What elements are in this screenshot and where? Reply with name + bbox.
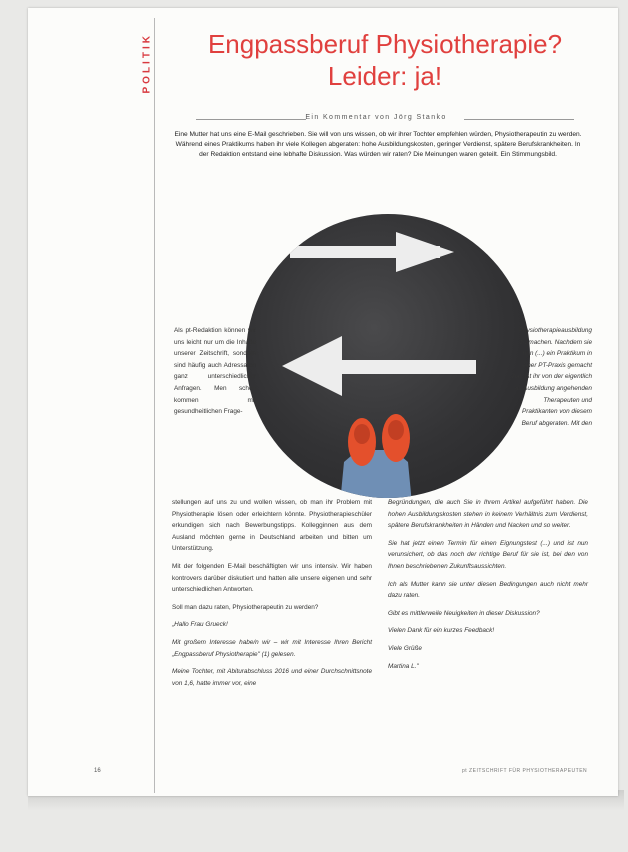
right-paragraph-7: Martina L." <box>388 662 419 670</box>
title-line-2: Leider: ja! <box>327 61 443 91</box>
article-photo <box>246 214 530 498</box>
left-paragraph-5: Mit großem Interesse habe/n wir – wir mit Interesse Ihren Bericht „Engpassberuf Physiotherapie" (1) gelesen. <box>172 638 372 658</box>
right-column-wrap: Physiotherapieausbildung zu machen. Nachdem sie nun (...) ein Praktikum in einer PT-Praxis gemacht hat, ist ihr von der eigentlich als Ausbildung angehenden Therapeuten und Praktikanten von diesem Beruf abgeraten. Mit den <box>512 327 592 427</box>
right-paragraph-4: Gibt es mittlerweile Neuigkeiten in dieser Diskussion? <box>388 609 540 617</box>
vertical-rule <box>154 18 155 793</box>
left-paragraph-4: „Hallo Frau Grueck! <box>172 621 228 629</box>
right-paragraph-1: Begründungen, die auch Sie in Ihrem Artikel aufgeführt haben. Die hohen Ausbildungskosten stehen in keinem Verhältnis zum Verdienst, spätere Berufskrankheiten in Händen und Nacken und so weiter. <box>388 499 588 530</box>
article-title <box>180 28 590 92</box>
byline-text: Ein Kommentar von Jörg Stanko <box>305 114 447 121</box>
left-column <box>172 497 372 695</box>
left-paragraph-6: Meine Tochter, mit Abiturabschluss 2016 und einer Durchschnittsnote von 1,6, hatte immer vor, eine <box>172 668 372 687</box>
arrow-right-icon <box>290 232 454 272</box>
arrow-left-icon <box>282 336 476 396</box>
right-column <box>388 497 588 678</box>
title-line-1: Engpassberuf Physiotherapie? <box>207 29 563 59</box>
legs-illustration <box>340 414 412 498</box>
right-paragraph-3: Ich als Mutter kann sie unter diesen Bedingungen auch nicht mehr dazu raten. <box>388 580 588 600</box>
left-paragraph-2: Mit der folgenden E-Mail beschäftigten wir uns intensiv. Wir haben kontrovers darüber diskutiert und hatten alle unsere eigenen und sehr unterschiedlichen Antworten. <box>172 562 372 594</box>
footer-publication: pt ZEITSCHRIFT FÜR PHYSIOTHERAPEUTEN <box>462 768 588 774</box>
right-paragraph-5: Vielen Dank für ein kurzes Feedback! <box>388 627 495 635</box>
right-paragraph-6: Viele Grüße <box>388 644 422 652</box>
page-number: 16 <box>94 768 101 774</box>
left-column-wrap: Als pt-Redaktion können wir uns leicht nur um die Inhalte unserer Zeitschrift, sondern sind häufig auch Adressaten ganz unterschiedlicher Anfragen. Men schen kommen mit gesundheitlichen Frage- <box>174 327 256 416</box>
byline <box>176 114 576 124</box>
left-paragraph-1: stellungen auf uns zu und wollen wissen, ob man ihr Problem mit Physiotherapie lösen oder erleichtern könnte. Physiotherapieschüler erkundigen sich nach Bewerbungstipps. Kollegginnen aus dem Ausland möchten gerne in Deutschland arbeiten und bitten um Unterstützung. <box>172 499 372 553</box>
left-paragraph-3: Soll man dazu raten, Physiotherapeutin zu werden? <box>172 603 319 611</box>
section-label: POLITIK <box>141 33 153 94</box>
lead-paragraph: Eine Mutter hat uns eine E-Mail geschrieben. Sie will von uns wissen, ob wir ihrer Tochter empfehlen würden, Physiotherapeutin zu werden. Während eines Praktikums haben ihr viele Kollegen abgeraten: hohe Ausbildungskosten, geringer Verdienst, spätere Berufskrankheiten. In der Redaktion entstand eine lebhafte Diskussion. Was würden wir raten? Die Meinungen waren geteilt. Ein Stimmungsbild. <box>174 131 582 159</box>
right-paragraph-2: Sie hat jetzt einen Termin für einen Eignungstest (...) und ist nun verunsichert, ob das noch der richtige Beruf für sie ist, bei den von Ihnen beschriebenen Zukunftsaussichten. <box>388 539 588 570</box>
